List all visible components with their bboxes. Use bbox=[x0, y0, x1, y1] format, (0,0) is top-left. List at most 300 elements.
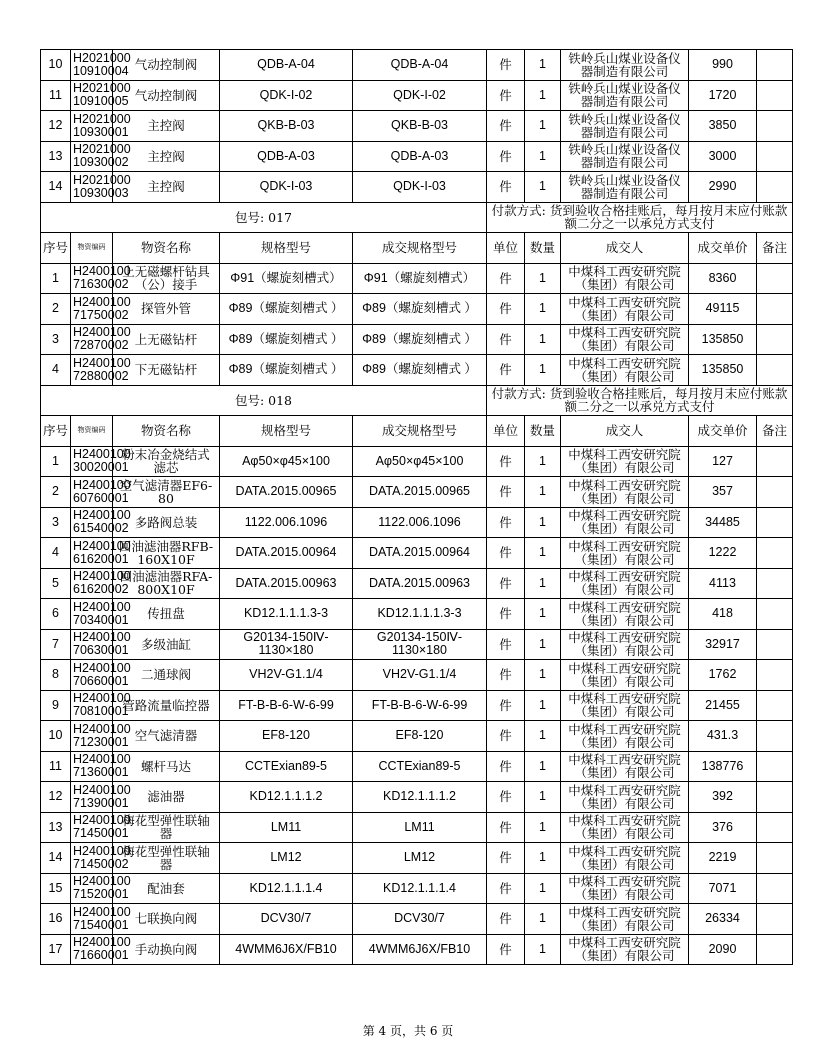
seq-cell: 4 bbox=[41, 355, 71, 386]
deal-spec-cell: DATA.2015.00963 bbox=[353, 568, 487, 599]
remark-cell bbox=[757, 538, 793, 569]
unit-cell: 件 bbox=[487, 690, 525, 721]
material-code-cell: H2400100 61620001 bbox=[71, 538, 113, 569]
deal-spec-cell: QDB-A-03 bbox=[353, 141, 487, 172]
seq-cell: 10 bbox=[41, 721, 71, 752]
supplier-cell: 中煤科工西安研究院 （集团）有限公司 bbox=[561, 507, 689, 538]
material-name-cell: 气动控制阀 bbox=[113, 50, 220, 81]
material-name-cell: 主控阀 bbox=[113, 111, 220, 142]
table-row bbox=[41, 294, 793, 325]
unit-cell: 件 bbox=[487, 568, 525, 599]
price-cell: 1762 bbox=[689, 660, 757, 691]
table-row bbox=[41, 934, 793, 965]
header-price: 成交单价 bbox=[689, 416, 757, 447]
spec-cell: FT-B-B-6-W-6-99 bbox=[220, 690, 353, 721]
deal-spec-cell: CCTExian89-5 bbox=[353, 751, 487, 782]
deal-spec-cell: DATA.2015.00964 bbox=[353, 538, 487, 569]
deal-spec-cell: Φ89（螺旋刻槽式 ） bbox=[353, 324, 487, 355]
spec-cell: Φ89（螺旋刻槽式 ） bbox=[220, 324, 353, 355]
remark-cell bbox=[757, 873, 793, 904]
supplier-cell: 铁岭兵山煤业设备仪 器制造有限公司 bbox=[561, 172, 689, 203]
supplier-cell: 中煤科工西安研究院 （集团）有限公司 bbox=[561, 812, 689, 843]
material-code-cell: H2400100 61620002 bbox=[71, 568, 113, 599]
header-seq: 序号 bbox=[41, 233, 71, 264]
material-name-cell: 上无磁螺杆钻具 （公）接手 bbox=[113, 263, 220, 294]
price-cell: 2990 bbox=[689, 172, 757, 203]
seq-cell: 11 bbox=[41, 751, 71, 782]
supplier-cell: 中煤科工西安研究院 （集团）有限公司 bbox=[561, 599, 689, 630]
deal-spec-cell: QDK-I-02 bbox=[353, 80, 487, 111]
qty-cell: 1 bbox=[525, 904, 561, 935]
unit-cell: 件 bbox=[487, 507, 525, 538]
qty-cell: 1 bbox=[525, 843, 561, 874]
remark-cell bbox=[757, 843, 793, 874]
price-cell: 2219 bbox=[689, 843, 757, 874]
column-header-row bbox=[41, 416, 793, 447]
unit-cell: 件 bbox=[487, 355, 525, 386]
price-cell: 990 bbox=[689, 50, 757, 81]
price-cell: 376 bbox=[689, 812, 757, 843]
qty-cell: 1 bbox=[525, 660, 561, 691]
material-code-cell: H2400100 71540001 bbox=[71, 904, 113, 935]
qty-cell: 1 bbox=[525, 324, 561, 355]
deal-spec-cell: Φ89（螺旋刻槽式 ） bbox=[353, 355, 487, 386]
deal-spec-cell: Φ89（螺旋刻槽式 ） bbox=[353, 294, 487, 325]
remark-cell bbox=[757, 507, 793, 538]
material-name-cell: 粉末冶金烧结式 滤芯 bbox=[113, 446, 220, 477]
material-code-cell: H2400100 71660001 bbox=[71, 934, 113, 965]
spec-cell: QDB-A-03 bbox=[220, 141, 353, 172]
price-cell: 34485 bbox=[689, 507, 757, 538]
deal-spec-cell: 1122.006.1096 bbox=[353, 507, 487, 538]
spec-cell: 4WMM6J6X/FB10 bbox=[220, 934, 353, 965]
deal-spec-cell: FT-B-B-6-W-6-99 bbox=[353, 690, 487, 721]
price-cell: 127 bbox=[689, 446, 757, 477]
supplier-cell: 中煤科工西安研究院 （集团）有限公司 bbox=[561, 782, 689, 813]
price-cell: 26334 bbox=[689, 904, 757, 935]
material-code-cell: H2021000 10930001 bbox=[71, 111, 113, 142]
table-row bbox=[41, 477, 793, 508]
price-cell: 357 bbox=[689, 477, 757, 508]
material-code-cell: H2021000 10910004 bbox=[71, 50, 113, 81]
remark-cell bbox=[757, 721, 793, 752]
unit-cell: 件 bbox=[487, 263, 525, 294]
remark-cell bbox=[757, 477, 793, 508]
remark-cell bbox=[757, 690, 793, 721]
deal-spec-cell: 4WMM6J6X/FB10 bbox=[353, 934, 487, 965]
table-row bbox=[41, 507, 793, 538]
spec-cell: QKB-B-03 bbox=[220, 111, 353, 142]
unit-cell: 件 bbox=[487, 782, 525, 813]
price-cell: 431.3 bbox=[689, 721, 757, 752]
seq-cell: 5 bbox=[41, 568, 71, 599]
qty-cell: 1 bbox=[525, 812, 561, 843]
table-row bbox=[41, 873, 793, 904]
material-name-cell: 探管外管 bbox=[113, 294, 220, 325]
remark-cell bbox=[757, 629, 793, 660]
spec-cell: LM12 bbox=[220, 843, 353, 874]
supplier-cell: 铁岭兵山煤业设备仪 器制造有限公司 bbox=[561, 111, 689, 142]
spec-cell: QDB-A-04 bbox=[220, 50, 353, 81]
qty-cell: 1 bbox=[525, 111, 561, 142]
qty-cell: 1 bbox=[525, 599, 561, 630]
deal-spec-cell: G20134-150Ⅳ- 1130×180 bbox=[353, 629, 487, 660]
supplier-cell: 中煤科工西安研究院 （集团）有限公司 bbox=[561, 934, 689, 965]
material-code-cell: H2400100 71450002 bbox=[71, 843, 113, 874]
material-name-cell: 多路阀总装 bbox=[113, 507, 220, 538]
price-cell: 7071 bbox=[689, 873, 757, 904]
material-code-cell: H2400100 71450001 bbox=[71, 812, 113, 843]
header-code: 物资编码 bbox=[71, 233, 113, 264]
price-cell: 8360 bbox=[689, 263, 757, 294]
qty-cell: 1 bbox=[525, 690, 561, 721]
table-row bbox=[41, 599, 793, 630]
seq-cell: 7 bbox=[41, 629, 71, 660]
spec-cell: G20134-150Ⅳ- 1130×180 bbox=[220, 629, 353, 660]
material-name-cell: 传扭盘 bbox=[113, 599, 220, 630]
table-row bbox=[41, 782, 793, 813]
package-number: 包号: 018 bbox=[41, 385, 487, 416]
unit-cell: 件 bbox=[487, 111, 525, 142]
table-row bbox=[41, 904, 793, 935]
header-name: 物资名称 bbox=[113, 233, 220, 264]
deal-spec-cell: KD12.1.1.1.3-3 bbox=[353, 599, 487, 630]
spec-cell: EF8-120 bbox=[220, 721, 353, 752]
supplier-cell: 中煤科工西安研究院 （集团）有限公司 bbox=[561, 568, 689, 599]
header-supplier: 成交人 bbox=[561, 416, 689, 447]
material-name-cell: 回油滤油器RFA- 800X10F bbox=[113, 568, 220, 599]
material-name-cell: 梅花型弹性联轴 器 bbox=[113, 812, 220, 843]
supplier-cell: 中煤科工西安研究院 （集团）有限公司 bbox=[561, 904, 689, 935]
unit-cell: 件 bbox=[487, 599, 525, 630]
unit-cell: 件 bbox=[487, 629, 525, 660]
material-name-cell: 多级油缸 bbox=[113, 629, 220, 660]
material-name-cell: 主控阀 bbox=[113, 141, 220, 172]
seq-cell: 14 bbox=[41, 843, 71, 874]
material-code-cell: H2400100 70810001 bbox=[71, 690, 113, 721]
price-cell: 1720 bbox=[689, 80, 757, 111]
deal-spec-cell: QDB-A-04 bbox=[353, 50, 487, 81]
seq-cell: 16 bbox=[41, 904, 71, 935]
material-name-cell: 主控阀 bbox=[113, 172, 220, 203]
unit-cell: 件 bbox=[487, 904, 525, 935]
material-code-cell: H2021000 10930003 bbox=[71, 172, 113, 203]
material-code-cell: H2400100 72880002 bbox=[71, 355, 113, 386]
spec-cell: Φ89（螺旋刻槽式 ） bbox=[220, 355, 353, 386]
price-cell: 2090 bbox=[689, 934, 757, 965]
unit-cell: 件 bbox=[487, 812, 525, 843]
material-name-cell: 气动控制阀 bbox=[113, 80, 220, 111]
unit-cell: 件 bbox=[487, 751, 525, 782]
material-code-cell: H2400100 71520001 bbox=[71, 873, 113, 904]
price-cell: 1222 bbox=[689, 538, 757, 569]
seq-cell: 8 bbox=[41, 660, 71, 691]
deal-spec-cell: KD12.1.1.1.2 bbox=[353, 782, 487, 813]
header-code: 物资编码 bbox=[71, 416, 113, 447]
remark-cell bbox=[757, 934, 793, 965]
qty-cell: 1 bbox=[525, 477, 561, 508]
header-qty: 数量 bbox=[525, 416, 561, 447]
supplier-cell: 铁岭兵山煤业设备仪 器制造有限公司 bbox=[561, 80, 689, 111]
price-cell: 138776 bbox=[689, 751, 757, 782]
header-spec: 规格型号 bbox=[220, 416, 353, 447]
remark-cell bbox=[757, 141, 793, 172]
seq-cell: 13 bbox=[41, 141, 71, 172]
material-name-cell: 手动换向阀 bbox=[113, 934, 220, 965]
unit-cell: 件 bbox=[487, 50, 525, 81]
seq-cell: 3 bbox=[41, 324, 71, 355]
qty-cell: 1 bbox=[525, 751, 561, 782]
qty-cell: 1 bbox=[525, 507, 561, 538]
supplier-cell: 中煤科工西安研究院 （集团）有限公司 bbox=[561, 721, 689, 752]
unit-cell: 件 bbox=[487, 843, 525, 874]
header-remark: 备注 bbox=[757, 233, 793, 264]
table-row bbox=[41, 172, 793, 203]
material-name-cell: 回油滤油器RFB- 160X10F bbox=[113, 538, 220, 569]
price-cell: 135850 bbox=[689, 355, 757, 386]
table-row bbox=[41, 751, 793, 782]
material-name-cell: 空气滤清器EF6- 80 bbox=[113, 477, 220, 508]
remark-cell bbox=[757, 568, 793, 599]
remark-cell bbox=[757, 172, 793, 203]
supplier-cell: 铁岭兵山煤业设备仪 器制造有限公司 bbox=[561, 50, 689, 81]
supplier-cell: 中煤科工西安研究院 （集团）有限公司 bbox=[561, 843, 689, 874]
unit-cell: 件 bbox=[487, 538, 525, 569]
table-row bbox=[41, 568, 793, 599]
deal-spec-cell: QKB-B-03 bbox=[353, 111, 487, 142]
supplier-cell: 铁岭兵山煤业设备仪 器制造有限公司 bbox=[561, 141, 689, 172]
header-deal-spec: 成交规格型号 bbox=[353, 233, 487, 264]
price-cell: 3000 bbox=[689, 141, 757, 172]
header-remark: 备注 bbox=[757, 416, 793, 447]
spec-cell: KD12.1.1.1.3-3 bbox=[220, 599, 353, 630]
material-name-cell: 上无磁钻杆 bbox=[113, 324, 220, 355]
table-row bbox=[41, 721, 793, 752]
qty-cell: 1 bbox=[525, 50, 561, 81]
seq-cell: 12 bbox=[41, 782, 71, 813]
supplier-cell: 中煤科工西安研究院 （集团）有限公司 bbox=[561, 294, 689, 325]
seq-cell: 1 bbox=[41, 263, 71, 294]
unit-cell: 件 bbox=[487, 721, 525, 752]
material-code-cell: H2400100 71750002 bbox=[71, 294, 113, 325]
supplier-cell: 中煤科工西安研究院 （集团）有限公司 bbox=[561, 751, 689, 782]
qty-cell: 1 bbox=[525, 446, 561, 477]
seq-cell: 14 bbox=[41, 172, 71, 203]
remark-cell bbox=[757, 80, 793, 111]
deal-spec-cell: Aφ50×φ45×100 bbox=[353, 446, 487, 477]
qty-cell: 1 bbox=[525, 538, 561, 569]
table-row bbox=[41, 629, 793, 660]
remark-cell bbox=[757, 599, 793, 630]
table-row bbox=[41, 263, 793, 294]
seq-cell: 2 bbox=[41, 477, 71, 508]
spec-cell: CCTExian89-5 bbox=[220, 751, 353, 782]
deal-spec-cell: QDK-I-03 bbox=[353, 172, 487, 203]
material-code-cell: H2400100 72870002 bbox=[71, 324, 113, 355]
procurement-table bbox=[40, 49, 793, 965]
spec-cell: DCV30/7 bbox=[220, 904, 353, 935]
material-name-cell: 管路流量临控器 bbox=[113, 690, 220, 721]
table-row bbox=[41, 538, 793, 569]
deal-spec-cell: KD12.1.1.1.4 bbox=[353, 873, 487, 904]
price-cell: 135850 bbox=[689, 324, 757, 355]
page-footer: 第 4 页，共 6 页 bbox=[362, 1024, 454, 1038]
spec-cell: LM11 bbox=[220, 812, 353, 843]
remark-cell bbox=[757, 660, 793, 691]
material-code-cell: H2400100 70660001 bbox=[71, 660, 113, 691]
supplier-cell: 中煤科工西安研究院 （集团）有限公司 bbox=[561, 263, 689, 294]
material-code-cell: H2400100 71630002 bbox=[71, 263, 113, 294]
table-row bbox=[41, 690, 793, 721]
spec-cell: DATA.2015.00965 bbox=[220, 477, 353, 508]
seq-cell: 12 bbox=[41, 111, 71, 142]
table-row bbox=[41, 50, 793, 81]
qty-cell: 1 bbox=[525, 568, 561, 599]
price-cell: 392 bbox=[689, 782, 757, 813]
remark-cell bbox=[757, 111, 793, 142]
table-row bbox=[41, 80, 793, 111]
material-code-cell: H2021000 10930002 bbox=[71, 141, 113, 172]
table-row bbox=[41, 355, 793, 386]
supplier-cell: 中煤科工西安研究院 （集团）有限公司 bbox=[561, 477, 689, 508]
table-row bbox=[41, 660, 793, 691]
material-code-cell: H2400100 70630001 bbox=[71, 629, 113, 660]
header-qty: 数量 bbox=[525, 233, 561, 264]
seq-cell: 11 bbox=[41, 80, 71, 111]
material-name-cell: 滤油器 bbox=[113, 782, 220, 813]
spec-cell: Φ91（螺旋刻槽式） bbox=[220, 263, 353, 294]
remark-cell bbox=[757, 812, 793, 843]
material-name-cell: 螺杆马达 bbox=[113, 751, 220, 782]
material-name-cell: 二通球阀 bbox=[113, 660, 220, 691]
qty-cell: 1 bbox=[525, 263, 561, 294]
table-row bbox=[41, 812, 793, 843]
remark-cell bbox=[757, 263, 793, 294]
deal-spec-cell: DCV30/7 bbox=[353, 904, 487, 935]
table-row bbox=[41, 324, 793, 355]
material-code-cell: H2400100 61540002 bbox=[71, 507, 113, 538]
qty-cell: 1 bbox=[525, 873, 561, 904]
supplier-cell: 中煤科工西安研究院 （集团）有限公司 bbox=[561, 538, 689, 569]
seq-cell: 6 bbox=[41, 599, 71, 630]
seq-cell: 10 bbox=[41, 50, 71, 81]
header-unit: 单位 bbox=[487, 416, 525, 447]
qty-cell: 1 bbox=[525, 934, 561, 965]
spec-cell: QDK-I-03 bbox=[220, 172, 353, 203]
price-cell: 49115 bbox=[689, 294, 757, 325]
table-row bbox=[41, 843, 793, 874]
price-cell: 32917 bbox=[689, 629, 757, 660]
spec-cell: Φ89（螺旋刻槽式 ） bbox=[220, 294, 353, 325]
deal-spec-cell: Φ91（螺旋刻槽式） bbox=[353, 263, 487, 294]
seq-cell: 15 bbox=[41, 873, 71, 904]
remark-cell bbox=[757, 294, 793, 325]
supplier-cell: 中煤科工西安研究院 （集团）有限公司 bbox=[561, 629, 689, 660]
table-row bbox=[41, 141, 793, 172]
seq-cell: 9 bbox=[41, 690, 71, 721]
price-cell: 418 bbox=[689, 599, 757, 630]
material-code-cell: H2400100 30020001 bbox=[71, 446, 113, 477]
remark-cell bbox=[757, 50, 793, 81]
material-name-cell: 配油套 bbox=[113, 873, 220, 904]
payment-terms: 付款方式: 货到验收合格挂账后，每月按月末应付账款额二分之一以承兑方式支付 bbox=[487, 385, 793, 416]
qty-cell: 1 bbox=[525, 141, 561, 172]
header-supplier: 成交人 bbox=[561, 233, 689, 264]
price-cell: 21455 bbox=[689, 690, 757, 721]
package-row bbox=[41, 385, 793, 416]
supplier-cell: 中煤科工西安研究院 （集团）有限公司 bbox=[561, 660, 689, 691]
material-code-cell: H2400100 71390001 bbox=[71, 782, 113, 813]
seq-cell: 1 bbox=[41, 446, 71, 477]
material-code-cell: H2021000 10910005 bbox=[71, 80, 113, 111]
header-seq: 序号 bbox=[41, 416, 71, 447]
spec-cell: Aφ50×φ45×100 bbox=[220, 446, 353, 477]
unit-cell: 件 bbox=[487, 660, 525, 691]
qty-cell: 1 bbox=[525, 172, 561, 203]
column-header-row bbox=[41, 233, 793, 264]
spec-cell: DATA.2015.00963 bbox=[220, 568, 353, 599]
supplier-cell: 中煤科工西安研究院 （集团）有限公司 bbox=[561, 446, 689, 477]
seq-cell: 2 bbox=[41, 294, 71, 325]
qty-cell: 1 bbox=[525, 355, 561, 386]
unit-cell: 件 bbox=[487, 80, 525, 111]
supplier-cell: 中煤科工西安研究院 （集团）有限公司 bbox=[561, 873, 689, 904]
unit-cell: 件 bbox=[487, 294, 525, 325]
material-code-cell: H2400100 70340001 bbox=[71, 599, 113, 630]
seq-cell: 3 bbox=[41, 507, 71, 538]
package-row bbox=[41, 202, 793, 233]
material-name-cell: 梅花型弹性联轴 器 bbox=[113, 843, 220, 874]
header-deal-spec: 成交规格型号 bbox=[353, 416, 487, 447]
unit-cell: 件 bbox=[487, 324, 525, 355]
remark-cell bbox=[757, 782, 793, 813]
spec-cell: QDK-I-02 bbox=[220, 80, 353, 111]
material-name-cell: 下无磁钻杆 bbox=[113, 355, 220, 386]
unit-cell: 件 bbox=[487, 172, 525, 203]
spec-cell: KD12.1.1.1.4 bbox=[220, 873, 353, 904]
package-number: 包号: 017 bbox=[41, 202, 487, 233]
unit-cell: 件 bbox=[487, 934, 525, 965]
material-code-cell: H2400100 60760001 bbox=[71, 477, 113, 508]
deal-spec-cell: DATA.2015.00965 bbox=[353, 477, 487, 508]
seq-cell: 4 bbox=[41, 538, 71, 569]
unit-cell: 件 bbox=[487, 873, 525, 904]
payment-terms: 付款方式: 货到验收合格挂账后，每月按月末应付账款额二分之一以承兑方式支付 bbox=[487, 202, 793, 233]
remark-cell bbox=[757, 446, 793, 477]
price-cell: 4113 bbox=[689, 568, 757, 599]
qty-cell: 1 bbox=[525, 782, 561, 813]
qty-cell: 1 bbox=[525, 80, 561, 111]
remark-cell bbox=[757, 324, 793, 355]
table-row bbox=[41, 446, 793, 477]
unit-cell: 件 bbox=[487, 477, 525, 508]
spec-cell: 1122.006.1096 bbox=[220, 507, 353, 538]
supplier-cell: 中煤科工西安研究院 （集团）有限公司 bbox=[561, 355, 689, 386]
seq-cell: 17 bbox=[41, 934, 71, 965]
header-name: 物资名称 bbox=[113, 416, 220, 447]
material-name-cell: 空气滤清器 bbox=[113, 721, 220, 752]
unit-cell: 件 bbox=[487, 141, 525, 172]
remark-cell bbox=[757, 904, 793, 935]
table-row bbox=[41, 111, 793, 142]
spec-cell: DATA.2015.00964 bbox=[220, 538, 353, 569]
spec-cell: VH2V-G1.1/4 bbox=[220, 660, 353, 691]
deal-spec-cell: LM12 bbox=[353, 843, 487, 874]
qty-cell: 1 bbox=[525, 629, 561, 660]
supplier-cell: 中煤科工西安研究院 （集团）有限公司 bbox=[561, 690, 689, 721]
spec-cell: KD12.1.1.1.2 bbox=[220, 782, 353, 813]
header-unit: 单位 bbox=[487, 233, 525, 264]
